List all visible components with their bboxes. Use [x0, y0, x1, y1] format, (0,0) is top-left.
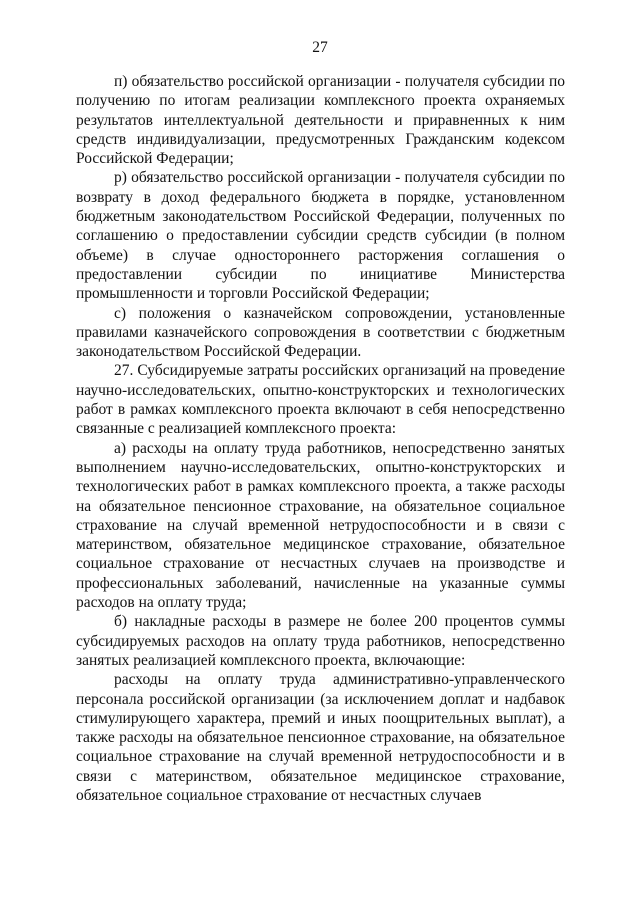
paragraph-item-p: п) обязательство российской организации - получателя субсидии по получению по итогам реализации комплексного проекта охраняемых результатов интеллектуальной деятельности и приравненных к ним средств индивидуализации, предусмотренных Гражданским кодексом Российской Федерации;	[76, 73, 565, 168]
paragraph-overhead-details: расходы на оплату труда административно-управленческого персонала российской организации (за исключением доплат и надбавок стимулирующего характера, премий и иных поощрительных выплат), а также расходы на обязательное пенсионное страхование, на обязательное социальное страхование на случай временной нетрудоспособности и в связи с материнством, обязательное медицинское страхование, обязательное социальное страхование от несчастных случаев	[76, 671, 565, 804]
page-number: 27	[312, 39, 328, 56]
paragraph-clause-27: 27. Субсидируемые затраты российских организаций на проведение научно-исследовательских, опытно-конструкторских и технологических работ в рамках комплексного проекта включают в себя непосредственно связанные с реализацией комплексного проекта:	[76, 362, 565, 438]
paragraph-item-s: с) положения о казначейском сопровождении, установленные правилами казначейского сопровождения в соответствии с бюджетным законодательством Российской Федерации.	[76, 304, 565, 361]
document-body	[76, 72, 565, 805]
paragraph-item-r: р) обязательство российской организации - получателя субсидии по возврату в доход федерального бюджета в порядке, установленном бюджетным законодательством Российской Федерации, полученных по соглашению о предоставлении субсидии средств субсидии (в полном объеме) в случае одностороннего расторжения соглашения о предоставлении субсидии по инициативе Министерства промышленности и торговли Российской Федерации;	[76, 169, 565, 303]
paragraph-item-a: а) расходы на оплату труда работников, непосредственно занятых выполнением научно-исследовательских, опытно-конструкторских и технологических работ в рамках комплексного проекта, а также расходы на обязательное пенсионное страхование, на обязательное социальное страхование на случай временной нетрудоспособности и в связи с материнством, обязательное медицинское страхование, обязательное социальное страхование от несчастных случаев на производстве и профессиональных заболеваний, начисленные на указанные суммы расходов на оплату труда;	[76, 439, 565, 612]
paragraph-item-b: б) накладные расходы в размере не более 200 процентов суммы субсидируемых расходов на оплату труда работников, непосредственно занятых реализацией комплексного проекта, включающие:	[76, 613, 565, 669]
